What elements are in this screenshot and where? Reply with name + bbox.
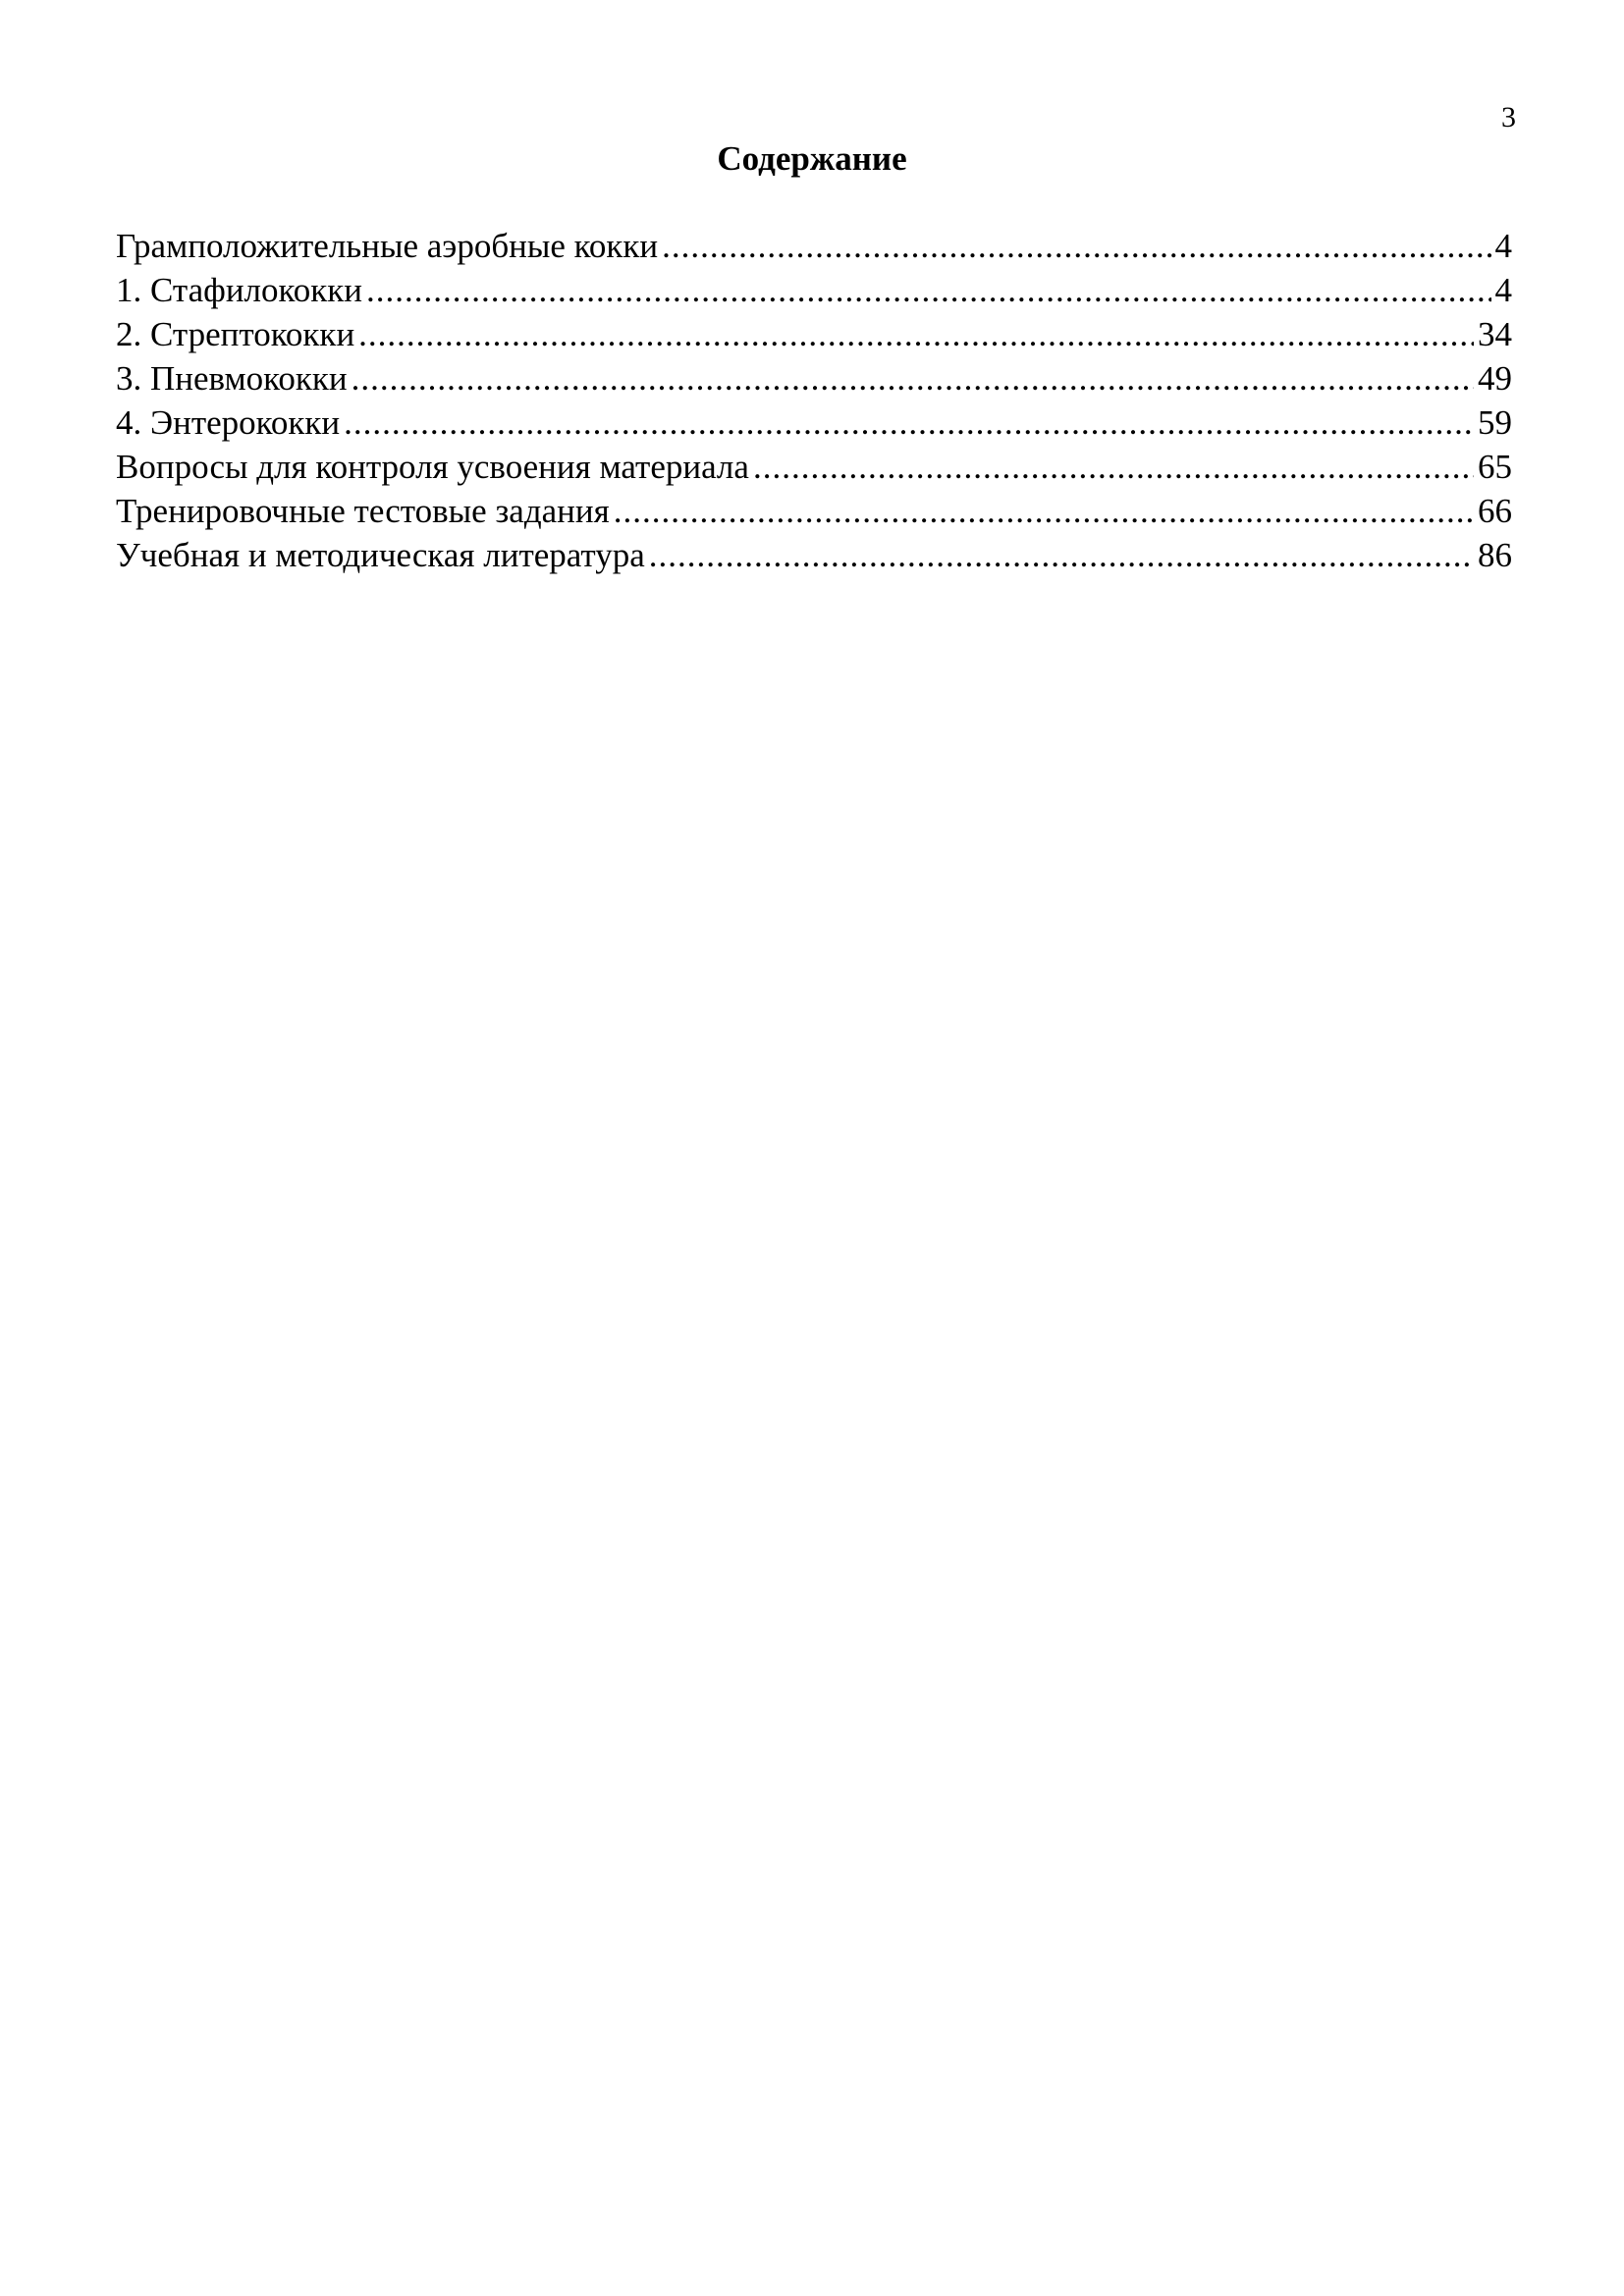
toc-entry-page: 4 xyxy=(1494,227,1512,265)
toc-entry xyxy=(116,533,1512,577)
toc-entry-page: 59 xyxy=(1478,403,1512,442)
toc-entry xyxy=(116,268,1512,312)
toc-entry-label: Вопросы для контроля усвоения материала xyxy=(116,448,749,486)
toc-dot-leader xyxy=(352,356,1474,400)
toc-entry-label: Грамположительные аэробные кокки xyxy=(116,227,659,265)
page-title: Содержание xyxy=(717,139,907,178)
toc-entry xyxy=(116,445,1512,489)
toc-dot-leader xyxy=(753,445,1474,489)
toc-dot-leader xyxy=(614,489,1474,533)
toc-dot-leader xyxy=(366,268,1491,312)
toc-dot-leader xyxy=(649,533,1474,577)
toc-entry-label: Тренировочные тестовые задания xyxy=(116,492,610,530)
toc-entry xyxy=(116,356,1512,400)
toc-entry-label: 2. Стрептококки xyxy=(116,315,355,353)
toc-entry xyxy=(116,224,1512,268)
toc-entry-label: 4. Энтерококки xyxy=(116,403,341,442)
toc-entry-page: 4 xyxy=(1494,271,1512,309)
toc-dot-leader xyxy=(344,400,1474,445)
toc-entry xyxy=(116,400,1512,445)
toc-entry-label: Учебная и методическая литература xyxy=(116,536,645,574)
toc-dot-leader xyxy=(358,312,1474,356)
toc-dot-leader xyxy=(662,224,1490,268)
toc-entry xyxy=(116,489,1512,533)
toc-entry xyxy=(116,312,1512,356)
toc-entry-label: 3. Пневмококки xyxy=(116,359,348,398)
toc-entry-page: 34 xyxy=(1478,315,1512,353)
toc-entry-page: 86 xyxy=(1478,536,1512,574)
table-of-contents xyxy=(116,224,1512,577)
toc-entry-page: 49 xyxy=(1478,359,1512,398)
toc-entry-label: 1. Стафилококки xyxy=(116,271,362,309)
toc-entry-page: 66 xyxy=(1478,492,1512,530)
page-number: 3 xyxy=(1501,101,1516,133)
toc-entry-page: 65 xyxy=(1478,448,1512,486)
